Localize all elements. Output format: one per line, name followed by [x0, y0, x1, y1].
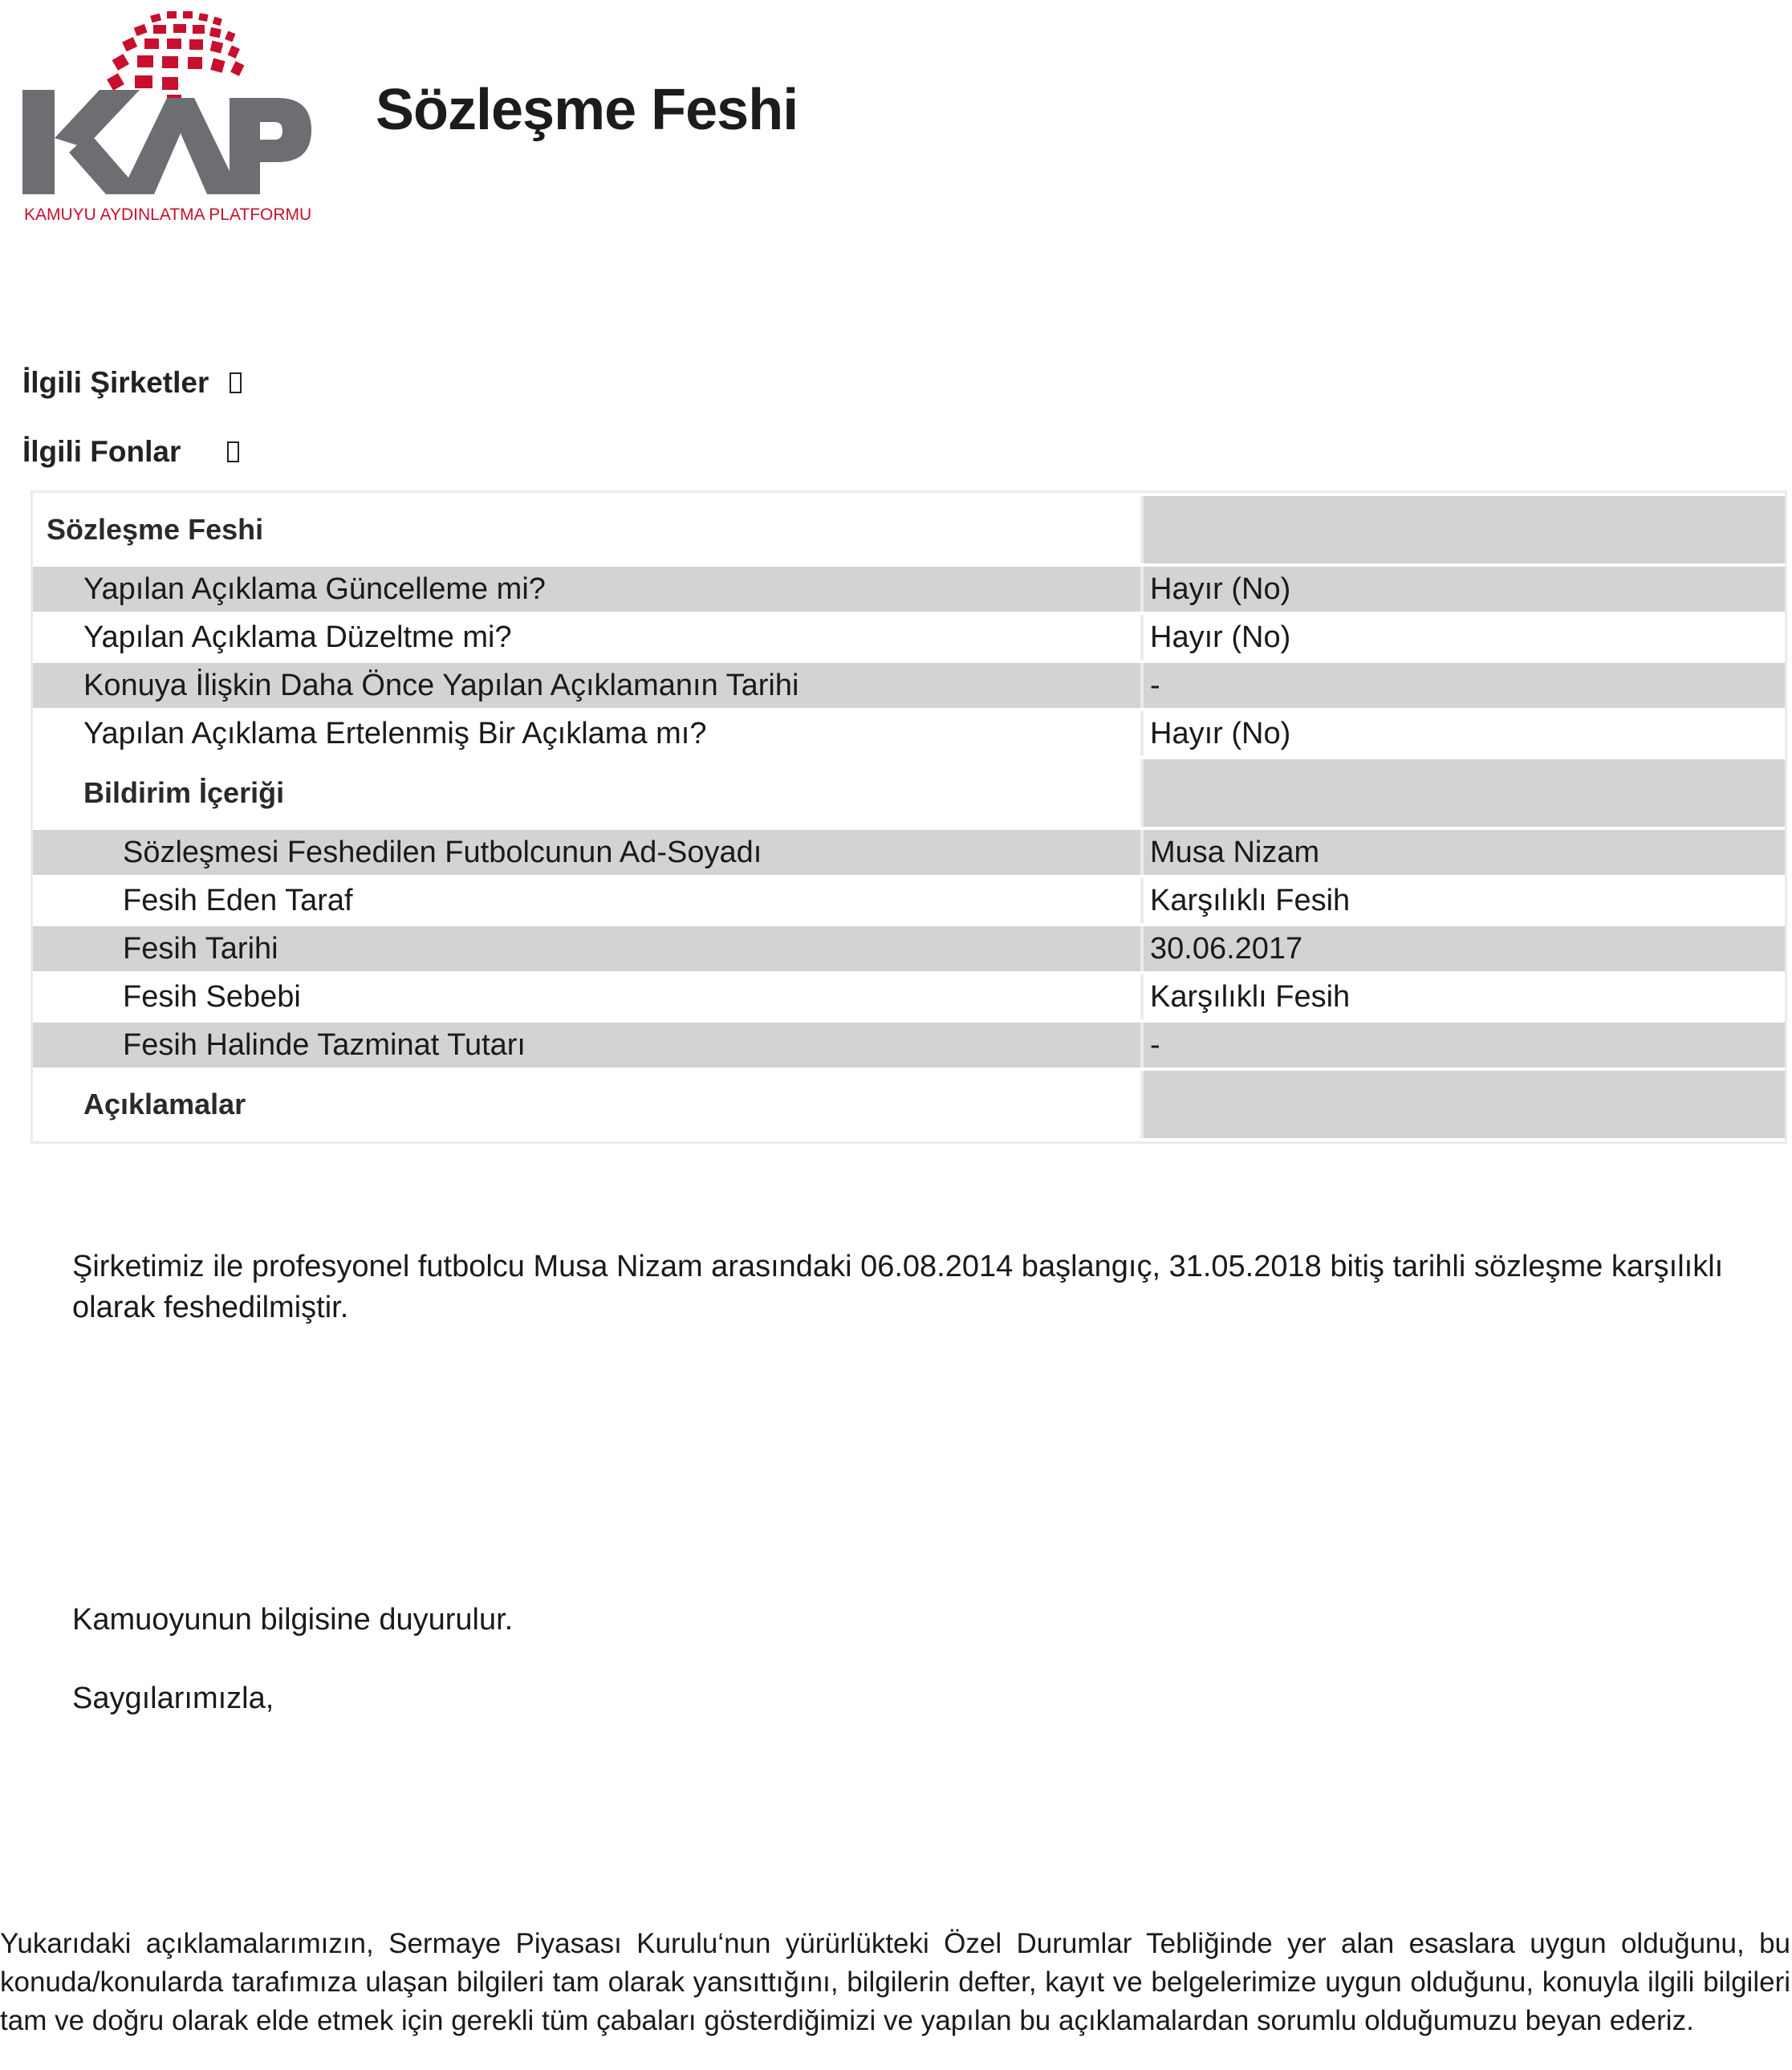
table-row — [33, 711, 1785, 756]
bracket-box-icon[interactable] — [230, 372, 242, 393]
related-companies-label: İlgili Şirketler — [22, 366, 209, 399]
table-row — [33, 878, 1785, 923]
table-row — [33, 615, 1785, 660]
content-title: Bildirim İçeriği — [33, 759, 1140, 827]
row-label: Fesih Tarihi — [33, 926, 1140, 971]
row-value: Hayır (No) — [1140, 615, 1785, 660]
row-value: - — [1140, 663, 1785, 708]
bracket-box-icon[interactable] — [227, 441, 239, 462]
related-companies-toggle[interactable] — [22, 366, 242, 400]
related-funds-label: İlgili Fonlar — [22, 435, 181, 468]
table-row — [33, 567, 1785, 612]
row-label: Fesih Halinde Tazminat Tutarı — [33, 1023, 1140, 1068]
related-funds-toggle[interactable] — [22, 435, 239, 469]
row-value: Musa Nizam — [1140, 830, 1785, 875]
disclosure-body: Şirketimiz ile profesyonel futbolcu Musa Nizam arasındaki 06.08.2014 başlangıç, 31.05.2018 bitiş tarihli sözleşme karşılıklı olarak feshedilmiştir. — [72, 1250, 1724, 1324]
row-value: - — [1140, 1023, 1785, 1068]
table-row — [33, 663, 1785, 708]
notes-title: Açıklamalar — [33, 1071, 1140, 1138]
row-value: Hayır (No) — [1140, 567, 1785, 612]
legal-disclaimer: Yukarıdaki açıklamalarımızın, Sermaye Piyasası Kurulu‘nun yürürlükteki Özel Durumlar Tebliğinde yer alan esaslara uygun olduğunu, bu konuda/konularda tarafımıza ulaşan bilgileri tam olarak yansıttığını, bilgilerin defter, kayıt ve belgelerimize uygun olduğunu, konuyla ilgili bilgileri tam ve doğru olarak elde etmek için gerekli tüm çabaları gösterdiğimizi ve yapılan bu açıklamalardan sorumlu olduğumuzu beyan ederiz. — [0, 1928, 1790, 2036]
row-label: Sözleşmesi Feshedilen Futbolcunun Ad-Soyadı — [33, 830, 1140, 875]
table-row — [33, 830, 1785, 875]
row-value: 30.06.2017 — [1140, 926, 1785, 971]
table-row — [33, 974, 1785, 1019]
row-label: Yapılan Açıklama Düzeltme mi? — [33, 615, 1140, 660]
kap-logo — [22, 3, 311, 228]
kap-letters — [22, 90, 311, 194]
page-title: Sözleşme Feshi — [376, 78, 798, 142]
table-row — [33, 1023, 1785, 1068]
row-label: Fesih Sebebi — [33, 974, 1140, 1019]
disclosure-table — [30, 490, 1787, 1144]
row-label: Yapılan Açıklama Güncelleme mi? — [33, 567, 1140, 612]
public-notice: Kamuoyunun bilgisine duyurulur. — [72, 1603, 514, 1637]
section-title: Sözleşme Feshi — [33, 496, 1140, 563]
section-value-cell — [1140, 496, 1785, 563]
row-label: Fesih Eden Taraf — [33, 878, 1140, 923]
content-value-cell — [1140, 759, 1785, 827]
content-header-row — [33, 759, 1785, 827]
section-header-row — [33, 496, 1785, 563]
table-row — [33, 926, 1785, 971]
row-value: Karşılıklı Fesih — [1140, 878, 1785, 923]
notes-value-cell — [1140, 1071, 1785, 1138]
logo-subtitle: KAMUYU AYDINLATMA PLATFORMU — [24, 205, 311, 224]
row-label: Yapılan Açıklama Ertelenmiş Bir Açıklama mı? — [33, 711, 1140, 756]
row-label: Konuya İlişkin Daha Önce Yapılan Açıklamanın Tarihi — [33, 663, 1140, 708]
notes-header-row — [33, 1071, 1785, 1138]
row-value: Hayır (No) — [1140, 711, 1785, 756]
row-value: Karşılıklı Fesih — [1140, 974, 1785, 1019]
closing-regards: Saygılarımızla, — [72, 1682, 274, 1715]
